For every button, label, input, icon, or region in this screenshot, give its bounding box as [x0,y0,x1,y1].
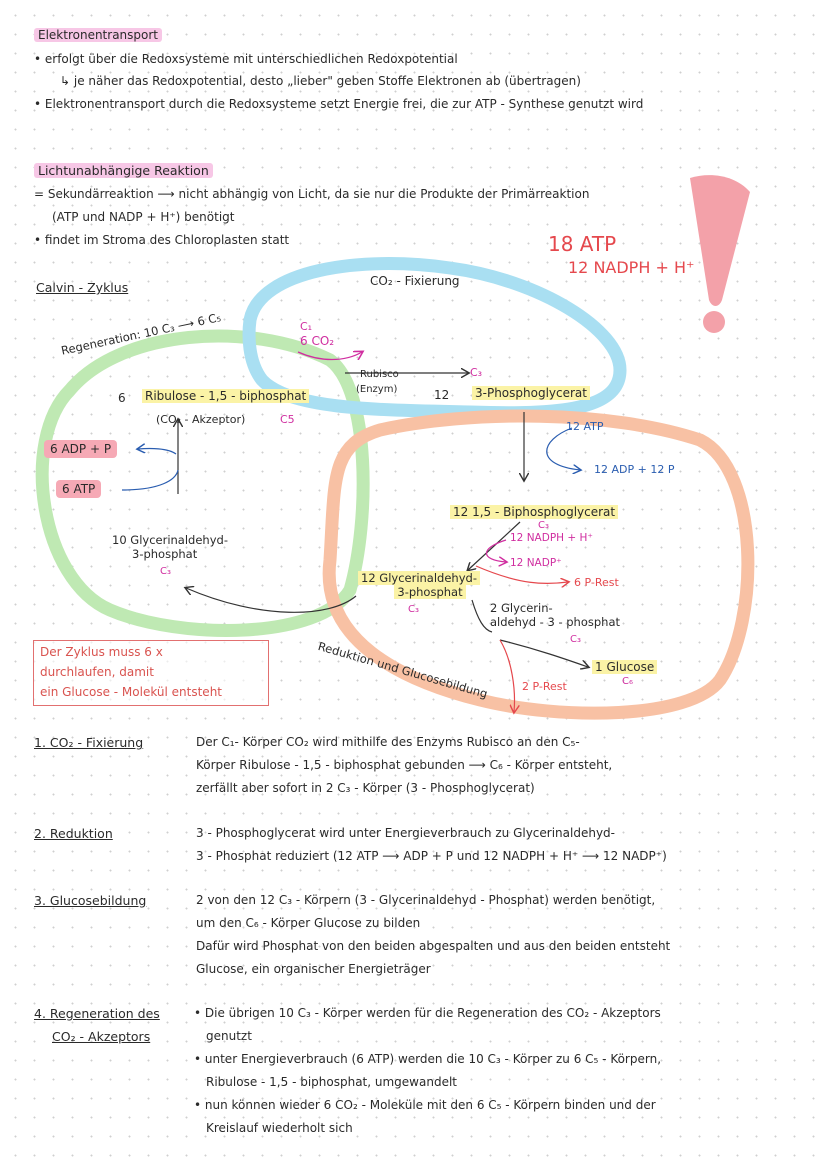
step4-line5: • nun können wieder 6 CO₂ - Moleküle mit den 6 C₅ - Körpern binden und der [194,1098,656,1112]
step2-label: 2. Reduktion [34,826,113,841]
adp-p-badge: 6 ADP + P [44,442,117,456]
exclamation-dot [703,311,725,333]
c3-gap12-label: C₃ [408,604,419,615]
step1-label: 1. CO₂ - Fixierung [34,735,144,750]
c6-label: C₆ [622,676,633,687]
gap-to-gap2-arrow [472,600,492,632]
nadp12-label: 12 NADP⁺ [510,557,562,569]
gap2-label: 2 Glycerin- aldehyd - 3 - phosphat [490,601,621,629]
nadph12-label: 12 NADPH + H⁺ [510,532,593,544]
p-rest6-label: 6 P-Rest [574,576,619,589]
elektronentransport-line3: • Elektronentransport durch die Redoxsysteme setzt Energie frei, die zur ATP - Synthese genutzt wird [34,97,644,111]
elektronentransport-line2: ↳ je näher das Redoxpotential, desto „lieber" geben Stoffe Elektronen ab (übertragen) [60,74,581,88]
c3-bpg-label: C₃ [538,520,549,531]
atp12-label: 12 ATP [566,420,604,433]
exclamation-icon [690,175,750,306]
step3-line3: Dafür wird Phosphat von den beiden abgespalten und aus den beiden entsteht [196,939,671,953]
step4-label-b: CO₂ - Akzeptors [52,1029,151,1044]
note-line3: ein Glucose - Molekül entsteht [40,685,222,699]
glucose-label: 1 Glucose [592,660,657,674]
elektronentransport-title: Elektronentransport [34,28,162,42]
step4-line3: • unter Energieverbrauch (6 ATP) werden die 10 C₃ - Körper zu 6 C₅ - Körpern, [194,1052,662,1066]
gap12-label: 12 Glycerinaldehyd- 3-phosphat [358,572,480,600]
enzym-label: (Enzym) [356,384,398,395]
step3-label: 3. Glucosebildung [34,893,147,908]
total-atp: 18 ATP [548,232,617,256]
c1-label: C₁ [300,320,313,333]
lichtunabhaengig-line1: = Sekundärreaktion ⟶ nicht abhängig von Licht, da sie nur die Produkte der Primärreaktion [34,187,590,201]
step4-line2: genutzt [206,1029,252,1043]
step2-line2: 3 - Phosphat reduziert (12 ATP ⟶ ADP + P und 12 NADPH + H⁺ ⟶ 12 NADP⁺) [196,849,667,863]
fixierung-label: CO₂ - Fixierung [370,274,460,288]
reduktion-label: Reduktion und Glucosebildung [316,639,490,701]
calvin-zyklus-label: Calvin - Zyklus [36,280,129,295]
c3-gap2-label: C₃ [570,634,581,645]
step2-line1: 3 - Phosphoglycerat wird unter Energieverbrauch zu Glycerinaldehyd- [196,826,616,840]
note-line2: durchlaufen, damit [40,665,154,679]
elektronentransport-line1: • erfolgt über die Redoxsysteme mit unterschiedlichen Redoxpotential [34,52,458,66]
p-rest2-label: 2 P-Rest [522,680,567,693]
akzeptor-label: (CO₂ - Akzeptor) [156,413,246,426]
adp12-label: 12 ADP + 12 P [594,463,675,476]
lichtunabhaengig-title: Lichtunabhängige Reaktion [34,163,213,178]
adp-arrow [138,449,176,454]
step4-line4: Ribulose - 1,5 - biphosphat, umgewandelt [206,1075,457,1089]
total-nadph: 12 NADPH + H⁺ [568,258,695,277]
atp12-arrow [547,428,580,470]
bpg-label: 12 1,5 - Biphosphoglycerat [450,505,618,519]
co2-label: 6 CO₂ [300,334,335,348]
c3-gap10-label: C₃ [160,566,171,577]
pg-label: 3-Phosphoglycerat [472,386,590,400]
rubp-number: 6 [118,391,126,405]
step4-line1: • Die übrigen 10 C₃ - Körper werden für die Regeneration des CO₂ - Akzeptors [194,1006,661,1020]
c3-top-label: C₃ [470,366,483,379]
lichtunabhaengig-line2: (ATP und NADP + H⁺) benötigt [52,210,235,224]
lichtunabhaengig-line3: • findet im Stroma des Chloroplasten statt [34,233,290,247]
pg-number: 12 [434,388,450,402]
step1-line2: Körper Ribulose - 1,5 - biphosphat gebunden ⟶ C₆ - Körper entsteht, [196,758,613,772]
rubp-label: Ribulose - 1,5 - biphosphat [142,389,309,403]
step3-line4: Glucose, ein organischer Energieträger [196,962,431,976]
c5-label: C5 [280,413,295,426]
step4-label-a: 4. Regeneration des [34,1006,160,1021]
gap10-label: 10 Glycerinaldehyd- 3-phosphat [112,533,228,561]
step3-line1: 2 von den 12 C₃ - Körpern (3 - Glycerinaldehyd - Phosphat) werden benötigt, [196,893,656,907]
rubisco-label: Rubisco [360,369,399,380]
note-line1: Der Zyklus muss 6 x [40,645,163,659]
step3-line2: um den C₆ - Körper Glucose zu bilden [196,916,421,930]
atp6-arrow [122,470,178,490]
step4-line6: Kreislauf wiederholt sich [206,1121,353,1135]
cycle-note-box [33,640,269,706]
step1-line3: zerfällt aber sofort in 2 C₃ - Körper (3 - Phosphoglycerat) [196,781,535,795]
regeneration-label: Regeneration: 10 C₃ ⟶ 6 C₅ [59,310,223,358]
step1-line1: Der C₁- Körper CO₂ wird mithilfe des Enzyms Rubisco an den C₅- [196,735,580,749]
atp6-badge: 6 ATP [56,482,101,496]
